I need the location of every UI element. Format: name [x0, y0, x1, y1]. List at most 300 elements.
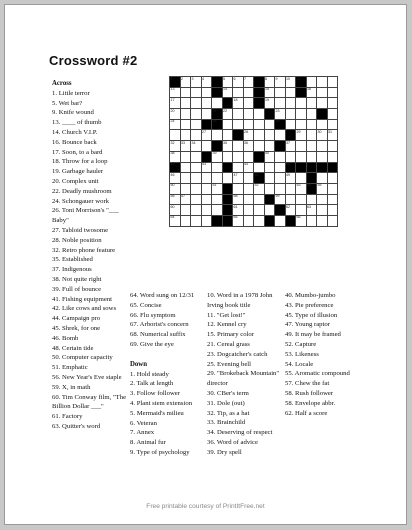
answer-square[interactable] [254, 183, 265, 194]
answer-square[interactable] [233, 151, 244, 162]
clue-item: 4. Plant stem extension [130, 399, 193, 407]
clue-item: 45. Shrek, for one [52, 324, 101, 332]
answer-square[interactable] [285, 151, 296, 162]
answer-square[interactable] [275, 98, 286, 109]
answer-square[interactable] [180, 109, 191, 120]
clue-item: 13. ____ of thumb [52, 119, 102, 127]
answer-square[interactable] [191, 215, 202, 226]
answer-square[interactable] [306, 119, 317, 130]
footer-credit: Free printable courtesy of PrintItFree.net [146, 503, 265, 510]
answer-square[interactable] [222, 87, 233, 98]
answer-square[interactable] [317, 141, 328, 152]
answer-square[interactable] [201, 141, 212, 152]
black-square [212, 77, 223, 88]
worksheet-page [4, 4, 407, 525]
clue-item: 18. Throw for a loop [52, 158, 108, 166]
down-heading: Down [130, 360, 147, 368]
clue-number: 50 [170, 183, 175, 188]
answer-square[interactable] [306, 87, 317, 98]
answer-square[interactable] [243, 173, 254, 184]
clue-number: 48 [254, 172, 259, 177]
black-square [275, 141, 286, 152]
answer-square[interactable] [191, 98, 202, 109]
answer-square[interactable] [264, 205, 275, 216]
answer-square[interactable] [306, 77, 317, 88]
answer-square[interactable] [233, 162, 244, 173]
answer-square[interactable] [285, 77, 296, 88]
black-square [170, 162, 181, 173]
answer-square[interactable] [170, 183, 181, 194]
answer-square[interactable] [327, 77, 338, 88]
answer-square[interactable] [327, 87, 338, 98]
answer-square[interactable] [170, 215, 181, 226]
answer-square[interactable] [275, 109, 286, 120]
answer-square[interactable] [254, 215, 265, 226]
answer-square[interactable] [317, 215, 328, 226]
answer-square[interactable] [170, 119, 181, 130]
clue-number: 5 [223, 76, 225, 81]
answer-square[interactable] [275, 215, 286, 226]
black-square [222, 215, 233, 226]
answer-square[interactable] [191, 205, 202, 216]
answer-square[interactable] [212, 194, 223, 205]
answer-square[interactable] [264, 119, 275, 130]
clue-item: 32. Retro phone feature [52, 246, 116, 254]
clue-number: 44 [244, 162, 248, 166]
clue-item: 14. Church V.I.P. [52, 128, 98, 136]
answer-square[interactable] [285, 205, 296, 216]
answer-square[interactable] [317, 98, 328, 109]
answer-square[interactable] [233, 141, 244, 152]
answer-square[interactable] [243, 141, 254, 152]
black-square [264, 109, 275, 120]
answer-square[interactable] [191, 194, 202, 205]
clue-number: 40 [265, 151, 269, 156]
clue-item: 5. Wet bar? [52, 99, 83, 107]
answer-square[interactable] [180, 205, 191, 216]
clues-column-3 [207, 291, 288, 458]
answer-square[interactable] [296, 194, 307, 205]
answer-square[interactable] [296, 215, 307, 226]
clue-number: 15 [265, 87, 269, 92]
clue-item: 59. X, in math [52, 383, 91, 391]
answer-square[interactable] [317, 151, 328, 162]
answer-square[interactable] [180, 119, 191, 130]
answer-square[interactable] [327, 119, 338, 130]
clue-item: 63. Quitter's word [52, 422, 101, 430]
clue-number: 56 [170, 194, 175, 199]
answer-square[interactable] [243, 151, 254, 162]
answer-square[interactable] [201, 130, 212, 141]
answer-square[interactable] [275, 151, 286, 162]
answer-square[interactable] [201, 183, 212, 194]
clue-number: 66 [296, 215, 301, 220]
answer-square[interactable] [317, 130, 328, 141]
across-clue-list-continued [130, 291, 210, 350]
clue-number: 23 [275, 108, 280, 113]
clue-item: 1. Little terror [52, 89, 90, 97]
clue-item: 19. Garbage hauler [52, 168, 104, 176]
answer-square[interactable] [285, 87, 296, 98]
black-square [327, 162, 338, 173]
crossword-grid [169, 76, 338, 227]
answer-square[interactable] [222, 77, 233, 88]
answer-square[interactable] [243, 130, 254, 141]
answer-square[interactable] [170, 205, 181, 216]
answer-square[interactable] [306, 130, 317, 141]
answer-square[interactable] [233, 87, 244, 98]
answer-square[interactable] [306, 194, 317, 205]
answer-square[interactable] [296, 205, 307, 216]
answer-square[interactable] [275, 183, 286, 194]
answer-square[interactable] [212, 173, 223, 184]
answer-square[interactable] [180, 77, 191, 88]
answer-square[interactable] [327, 215, 338, 226]
clue-number: 33 [181, 140, 185, 145]
answer-square[interactable] [222, 119, 233, 130]
answer-square[interactable] [233, 109, 244, 120]
answer-square[interactable] [180, 98, 191, 109]
clue-number: 61 [233, 204, 238, 209]
answer-square[interactable] [275, 173, 286, 184]
grid-row [170, 109, 338, 120]
answer-square[interactable] [327, 98, 338, 109]
answer-square[interactable] [264, 141, 275, 152]
answer-square[interactable] [275, 130, 286, 141]
clue-number: 54 [307, 183, 311, 188]
answer-square[interactable] [201, 173, 212, 184]
clue-number: 3 [191, 76, 194, 81]
grid-row [170, 194, 338, 205]
clue-number: 16 [307, 87, 311, 92]
black-square [254, 173, 265, 184]
clue-item: 38. Not quite right [52, 275, 102, 283]
answer-square[interactable] [327, 183, 338, 194]
answer-square[interactable] [264, 183, 275, 194]
answer-square[interactable] [191, 77, 202, 88]
answer-square[interactable] [264, 77, 275, 88]
answer-square[interactable] [327, 151, 338, 162]
answer-square[interactable] [201, 87, 212, 98]
answer-square[interactable] [180, 173, 191, 184]
answer-square[interactable] [212, 130, 223, 141]
black-square [254, 98, 265, 109]
answer-square[interactable] [306, 98, 317, 109]
clue-number: 31 [328, 129, 332, 134]
clue-number: 64 [170, 215, 175, 220]
answer-square[interactable] [327, 109, 338, 120]
answer-square[interactable] [180, 215, 191, 226]
answer-square[interactable] [317, 77, 328, 88]
answer-square[interactable] [306, 215, 317, 226]
grid-row [170, 183, 338, 194]
grid-row [170, 87, 338, 98]
answer-square[interactable] [327, 141, 338, 152]
clue-item: 61. Factory [52, 413, 83, 421]
clue-number: 55 [317, 183, 322, 188]
answer-square[interactable] [275, 162, 286, 173]
answer-square[interactable] [201, 162, 212, 173]
answer-square[interactable] [254, 205, 265, 216]
answer-square[interactable] [191, 173, 202, 184]
answer-square[interactable] [243, 183, 254, 194]
clue-item: 34. Deserving of respect [207, 429, 273, 437]
answer-square[interactable] [327, 173, 338, 184]
answer-square[interactable] [180, 141, 191, 152]
clue-item: 9. Type of psychology [130, 448, 190, 456]
answer-square[interactable] [180, 183, 191, 194]
black-square [222, 205, 233, 216]
answer-square[interactable] [317, 119, 328, 130]
answer-square[interactable] [306, 141, 317, 152]
clue-number: 58 [233, 194, 238, 199]
answer-square[interactable] [170, 151, 181, 162]
clue-number: 52 [254, 183, 259, 188]
clue-number: 63 [307, 204, 311, 209]
answer-square[interactable] [285, 173, 296, 184]
answer-square[interactable] [243, 109, 254, 120]
clue-item: 47. Young raptor [285, 321, 330, 329]
answer-square[interactable] [327, 205, 338, 216]
clue-item: 45. Type of illusion [285, 311, 338, 319]
answer-square[interactable] [254, 194, 265, 205]
answer-square[interactable] [180, 194, 191, 205]
clue-number: 13 [170, 87, 175, 92]
answer-square[interactable] [264, 98, 275, 109]
answer-square[interactable] [254, 162, 265, 173]
clue-item: 57. Chew the fat [285, 380, 330, 388]
clue-number: 38 [170, 151, 175, 156]
answer-square[interactable] [191, 151, 202, 162]
black-square [306, 183, 317, 194]
answer-square[interactable] [170, 98, 181, 109]
clue-item: 39. Dry spell [207, 448, 242, 456]
answer-square[interactable] [233, 215, 244, 226]
answer-square[interactable] [201, 215, 212, 226]
clue-number: 1 [170, 76, 173, 81]
answer-square[interactable] [254, 109, 265, 120]
answer-square[interactable] [222, 130, 233, 141]
answer-square[interactable] [264, 162, 275, 173]
answer-square[interactable] [285, 119, 296, 130]
clue-number: 21 [212, 108, 217, 113]
black-square [222, 162, 233, 173]
answer-square[interactable] [212, 183, 223, 194]
grid-row [170, 119, 338, 130]
clue-item: 12. Kennel cry [207, 321, 247, 329]
answer-square[interactable] [201, 109, 212, 120]
answer-square[interactable] [233, 98, 244, 109]
clue-number: 57 [181, 194, 185, 199]
answer-square[interactable] [243, 87, 254, 98]
answer-square[interactable] [296, 98, 307, 109]
answer-square[interactable] [264, 87, 275, 98]
answer-square[interactable] [222, 151, 233, 162]
clue-item: 66. Flu symptom [130, 311, 176, 319]
answer-square[interactable] [170, 87, 181, 98]
answer-square[interactable] [264, 173, 275, 184]
answer-square[interactable] [243, 215, 254, 226]
down-clue-list-continued-2 [285, 291, 367, 418]
clue-item: 42. Like cows and sows [52, 305, 117, 313]
answer-square[interactable] [201, 194, 212, 205]
answer-square[interactable] [233, 119, 244, 130]
clue-item: 7. Annex [130, 429, 155, 437]
black-square [233, 130, 244, 141]
answer-square[interactable] [275, 87, 286, 98]
answer-square[interactable] [170, 173, 181, 184]
answer-square[interactable] [233, 77, 244, 88]
answer-square[interactable] [191, 87, 202, 98]
clue-number: 22 [223, 108, 227, 113]
grid-row [170, 162, 338, 173]
answer-square[interactable] [327, 130, 338, 141]
answer-square[interactable] [212, 98, 223, 109]
answer-square[interactable] [212, 151, 223, 162]
answer-square[interactable] [170, 141, 181, 152]
answer-square[interactable] [191, 109, 202, 120]
answer-square[interactable] [233, 183, 244, 194]
clue-number: 29 [296, 129, 301, 134]
clue-item: 51. Emphatic [52, 364, 88, 372]
answer-square[interactable] [243, 162, 254, 173]
black-square [170, 77, 181, 88]
answer-square[interactable] [180, 87, 191, 98]
black-square [275, 119, 286, 130]
answer-square[interactable] [170, 109, 181, 120]
answer-square[interactable] [285, 109, 296, 120]
clue-item: 49. It may be framed [285, 331, 341, 339]
answer-square[interactable] [222, 173, 233, 184]
black-square [201, 119, 212, 130]
answer-square[interactable] [233, 205, 244, 216]
clue-number: 4 [202, 76, 204, 81]
answer-square[interactable] [243, 119, 254, 130]
clue-number: 43 [202, 162, 206, 166]
answer-square[interactable] [233, 194, 244, 205]
black-square [296, 162, 307, 173]
answer-square[interactable] [233, 173, 244, 184]
clue-item: 10. Word in a 1978 John Irving book title [207, 292, 273, 309]
answer-square[interactable] [201, 205, 212, 216]
answer-square[interactable] [296, 141, 307, 152]
answer-square[interactable] [306, 109, 317, 120]
answer-square[interactable] [180, 162, 191, 173]
answer-square[interactable] [285, 183, 296, 194]
answer-square[interactable] [222, 141, 233, 152]
answer-square[interactable] [296, 130, 307, 141]
answer-square[interactable] [212, 162, 223, 173]
clue-item: 25. Evening bell [207, 360, 252, 368]
answer-square[interactable] [170, 130, 181, 141]
answer-square[interactable] [222, 109, 233, 120]
answer-square[interactable] [254, 130, 265, 141]
clue-number: 18 [233, 97, 238, 102]
answer-square[interactable] [296, 109, 307, 120]
answer-square[interactable] [296, 183, 307, 194]
clue-item: 55. Aromatic compound [285, 370, 350, 378]
clue-number: 37 [286, 140, 290, 145]
answer-square[interactable] [306, 151, 317, 162]
clue-item: 28. Noble position [52, 236, 102, 244]
clue-item: 22. Deadly mushroom [52, 187, 112, 195]
clues-column-4 [285, 291, 367, 418]
clue-item: 2. Talk at length [130, 380, 174, 388]
answer-square[interactable] [296, 119, 307, 130]
answer-square[interactable] [254, 141, 265, 152]
answer-square[interactable] [180, 151, 191, 162]
answer-square[interactable] [264, 130, 275, 141]
black-square [254, 151, 265, 162]
clue-number: 39 [212, 151, 217, 156]
answer-square[interactable] [170, 194, 181, 205]
clue-item: 54. Locale [285, 360, 314, 368]
clue-item: 37. Indigenous [52, 266, 92, 274]
page-title: Crossword #2 [49, 53, 138, 68]
answer-square[interactable] [191, 141, 202, 152]
answer-square[interactable] [191, 119, 202, 130]
answer-square[interactable] [317, 194, 328, 205]
answer-square[interactable] [285, 141, 296, 152]
clue-item: 17. Soon, to a bard [52, 148, 103, 156]
answer-square[interactable] [317, 183, 328, 194]
answer-square[interactable] [180, 130, 191, 141]
answer-square[interactable] [327, 194, 338, 205]
answer-square[interactable] [254, 119, 265, 130]
answer-square[interactable] [296, 151, 307, 162]
answer-square[interactable] [285, 98, 296, 109]
answer-square[interactable] [275, 77, 286, 88]
clue-item: 6. Veteran [130, 419, 157, 427]
black-square [222, 98, 233, 109]
answer-square[interactable] [201, 98, 212, 109]
clue-item: 15. Primary color [207, 331, 254, 339]
black-square [296, 77, 307, 88]
answer-square[interactable] [296, 173, 307, 184]
answer-square[interactable] [317, 205, 328, 216]
answer-square[interactable] [264, 151, 275, 162]
clue-item: 46. Bomb [52, 334, 79, 342]
clue-item: 35. Established [52, 256, 93, 264]
clue-number: 53 [296, 183, 301, 188]
answer-square[interactable] [243, 98, 254, 109]
clue-number: 36 [244, 140, 248, 145]
answer-square[interactable] [306, 205, 317, 216]
answer-square[interactable] [243, 77, 254, 88]
black-square [212, 141, 223, 152]
clue-number: 7 [244, 76, 246, 81]
clue-number: 34 [191, 140, 196, 145]
black-square [212, 109, 223, 120]
clue-item: 33. Brainchild [207, 419, 246, 427]
answer-square[interactable] [201, 77, 212, 88]
answer-square[interactable] [191, 130, 202, 141]
answer-square[interactable] [191, 183, 202, 194]
answer-square[interactable] [191, 162, 202, 173]
answer-square[interactable] [317, 87, 328, 98]
answer-square[interactable] [275, 194, 286, 205]
answer-square[interactable] [243, 194, 254, 205]
down-clue-list [130, 370, 210, 458]
answer-square[interactable] [212, 205, 223, 216]
grid-row [170, 173, 338, 184]
answer-square[interactable] [285, 194, 296, 205]
clue-number: 30 [317, 129, 322, 134]
clue-number: 62 [286, 204, 290, 209]
answer-square[interactable] [317, 173, 328, 184]
clue-item: 48. Certain tide [52, 344, 94, 352]
answer-square[interactable] [243, 205, 254, 216]
